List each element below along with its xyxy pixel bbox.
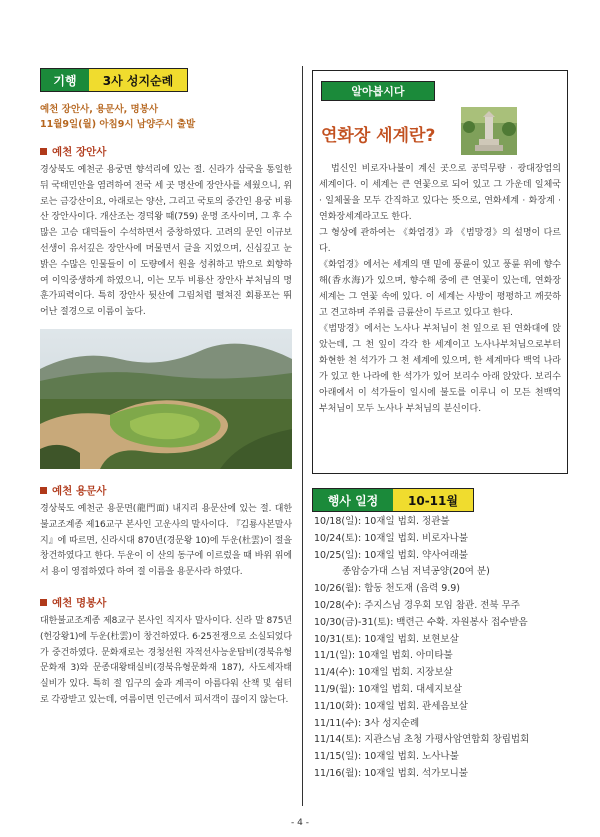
box-header: 알아봅시다 xyxy=(321,81,435,101)
schedule-item: 11/10(화): 10재일 법회. 관세음보살 xyxy=(314,700,468,712)
schedule-item: 11/1(일): 10재일 법회. 아미타불 xyxy=(314,650,453,662)
schedule-header xyxy=(312,488,474,512)
square-bullet-icon xyxy=(40,599,47,606)
trip-temples: 예천 장안사, 용문사, 명봉사 xyxy=(40,104,159,115)
column-divider xyxy=(302,66,303,806)
box-paragraph: 법신인 비로자나불이 계신 곳으로 공덕무량 · 광대장엄의 세계이다. 이 세계는 큰 연꽃으로 되어 있고 그 가운데 일체국 · 일체물을 모두 간직하고 있다는 뜻으로, 연화세계 · 화장계 · 연화장세계라고도 한다. xyxy=(319,164,561,222)
box-paragraph: 《범망경》에서는 노사나 부처님이 천 잎으로 된 연화대에 앉았는데, 그 천 잎이 각각 한 세계이고 노사나부처님으로부터 화현한 천 석가가 그 천 세계에 있으며, 한 세계마다 백억 나라가 있고 한 나라에 한 석가가 있어 보리수 아래 앉았다. 보리수 아래에서 이 석가들이 일시에 불도를 이루니 이 모든 천백억 부처님이 모두 노사나 부처님의 분신이다. xyxy=(319,324,561,414)
section-text-jangansa: 경상북도 예천군 용궁면 향석리에 있는 절. 신라가 삼국을 통일한 뒤 국태민안을 염려하여 전국 세 곳 명산에 장안사를 세웠으니, 위로는 금강산이요, 아래로는 양산, 그리고 국토의 중간인 용궁 비룡산 장안사이다. 개산조는 경덕왕 때(759) 운명 조사이며, 그 후 수많은 고승 대덕들이 수석하면서 중창하였다. 고려의 문인 이규보 선생이 유서깊은 장안사에 머물면서 글을 지었으며, 신심깊고 눈 밝은 수많은 인물들이 이 도량에서 원을 성취하고 밖으로 회향하여 이익중생하게 하였으니, 이는 모두 비룡산 장안사 부처님의 명훈가피력이다. 특히 장안사 뒷산에 그림처럼 펼쳐진 회룡포는 뛰어난 절경으로 이름이 높다. xyxy=(40,165,292,318)
section-text-yongmunsa: 경상북도 예천군 용문면(龍門面) 내지리 용문산에 있는 절. 대한불교조계종 제16교구 본사인 고운사의 말사이다. 『김룡사본말사지』에 따르면, 신라시대 870년(경문왕 10)에 두운(杜雲)이 절을 창건하였다고 한다. 두운이 이 산의 동구에 이르렀을 때 바위 위에서 용이 영접하였다 하여 절 이름을 용문사라 하였다. xyxy=(40,503,292,578)
schedule-item: 11/4(수): 10재일 법회. 지장보살 xyxy=(314,667,453,679)
schedule-item: 종암승가대 스님 저녁공양(20여 분) xyxy=(342,566,490,578)
left-column xyxy=(40,68,292,709)
schedule-item: 10/28(수): 주지스님 경우회 모임 참관. 전북 무주 xyxy=(314,599,520,611)
section-title-yongmunsa: 예천 용문사 xyxy=(40,483,292,498)
square-bullet-icon xyxy=(40,487,47,494)
section-title-jangansa: 예천 장안사 xyxy=(40,144,292,159)
header-tag: 기행 xyxy=(41,69,89,91)
box-paragraph: 《화엄경》에서는 세계의 맨 밑에 풍륜이 있고 풍륜 위에 향수해(香水海)가 있으며, 향수해 중에 큰 연꽃이 있는데, 연화장세계는 그 연꽃 속에 있다. 이 세계는 사방이 평평하고 깨끗하고 견고하며 주위를 금륜산이 두르고 있다고 한다. xyxy=(319,260,561,318)
section-text-myeongbongsa: 대한불교조계종 제8교구 본사인 직지사 말사이다. 신라 말 875년(헌강왕1)에 두운(杜雲)이 창건하였다. 6·25전쟁으로 소실되었다가 중건하였다. 문화재로는 경청선원 자적선사능운탑비(경북유형문화재 3)와 문종대왕태실비(경북유형문화재 187), 사도세자태실비가 있다. 특히 절 입구의 숲과 계곡이 아름다워 산책 및 쉼터로 각광받고 있는데, 여름이면 인근에서 피서객이 끊이지 않는다. xyxy=(40,615,292,705)
info-box xyxy=(312,70,568,474)
schedule-item: 10/18(일): 10재일 법회. 정관불 xyxy=(314,516,450,527)
trip-departure: 11월9일(월) 아침9시 남양주시 출발 xyxy=(40,119,196,130)
schedule-item: 10/24(토): 10재일 법회. 비로자나불 xyxy=(314,532,468,544)
box-paragraph: 그 형상에 관하여는 《화엄경》과 《범망경》의 설명이 다르다. xyxy=(319,228,561,254)
schedule-tag: 행사 일정 xyxy=(313,489,393,511)
schedule-item: 11/16(월): 10재일 법회. 석가모니불 xyxy=(314,767,468,779)
schedule-title: 10-11월 xyxy=(393,489,473,511)
schedule-item: 10/26(월): 합동 천도재 (음력 9.9) xyxy=(314,583,461,595)
schedule-item: 11/15(일): 10재일 법회. 노사나불 xyxy=(314,751,459,763)
schedule-item: 10/30(금)-31(토): 백련근 수확. 자원봉사 접수받음 xyxy=(314,616,528,628)
section-title-myeongbongsa: 예천 명봉사 xyxy=(40,595,292,610)
stupa-photo xyxy=(461,107,517,155)
schedule-item: 10/31(토): 10재일 법회. 보현보살 xyxy=(314,633,459,645)
box-title: 연화장 세계란? xyxy=(321,126,436,146)
schedule-item: 10/25(일): 10재일 법회. 약사여래불 xyxy=(314,549,468,561)
schedule-list xyxy=(314,514,566,783)
trip-info xyxy=(40,102,292,132)
hoeryongpo-photo xyxy=(40,329,292,469)
schedule-item: 11/9(월): 10재일 법회. 대세지보살 xyxy=(314,683,462,695)
box-text xyxy=(319,161,561,417)
square-bullet-icon xyxy=(40,148,47,155)
pilgrimage-header xyxy=(40,68,188,92)
page-number: - 4 - xyxy=(291,818,309,828)
schedule-item: 11/11(수): 3사 성지순례 xyxy=(314,717,420,729)
header-title: 3사 성지순례 xyxy=(89,69,187,91)
schedule-item: 11/14(토): 지관스님 초청 가평사암연합회 창립법회 xyxy=(314,734,530,746)
